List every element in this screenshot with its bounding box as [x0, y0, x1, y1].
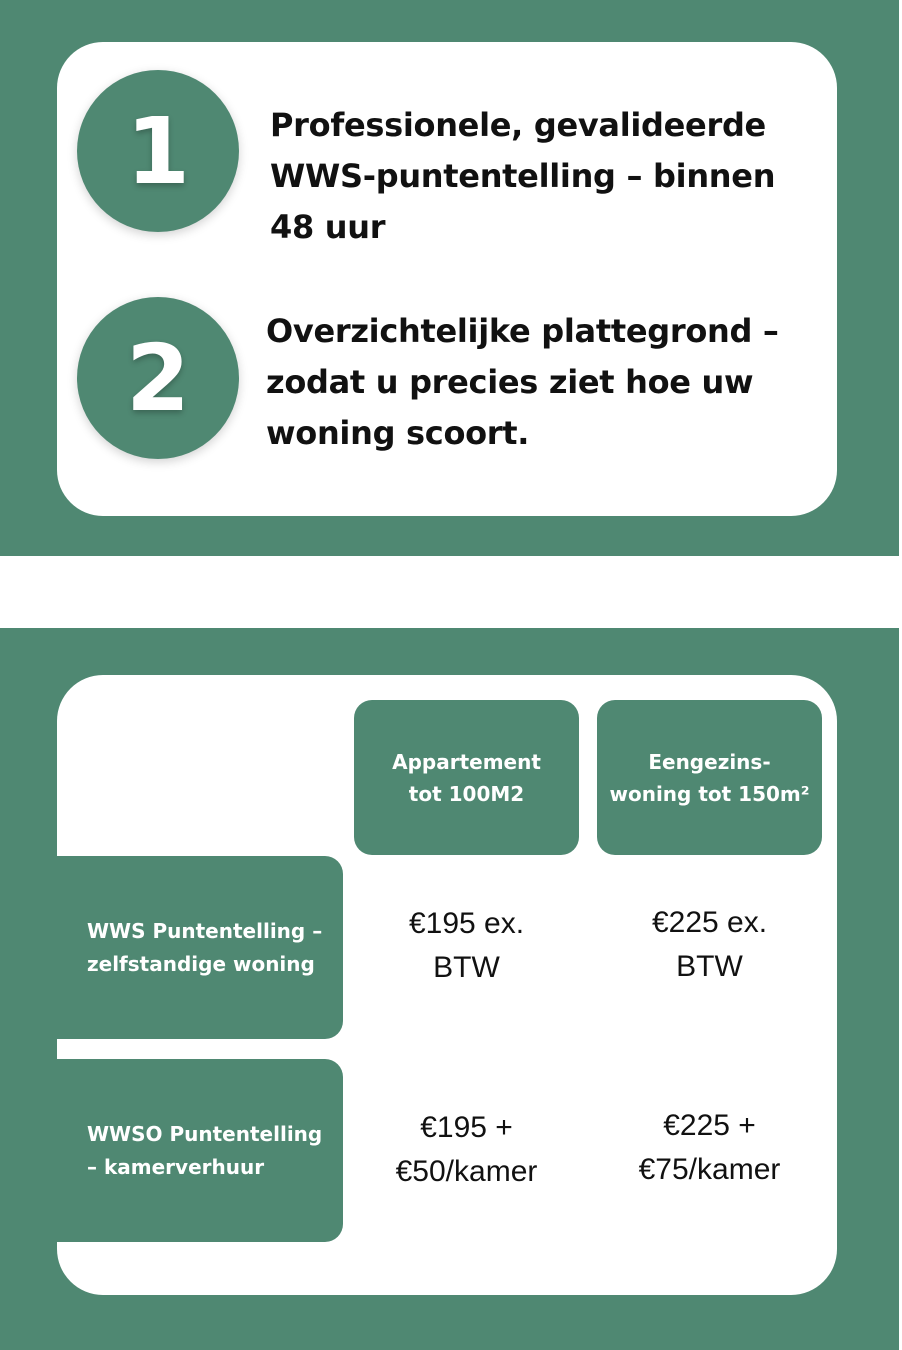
step-1-line: 48 uur	[270, 208, 386, 246]
price-line: BTW	[433, 951, 500, 984]
pricing-table	[57, 675, 837, 1295]
step-1-line: Professionele, gevalideerde	[270, 106, 766, 144]
price-line: €50/kamer	[395, 1155, 538, 1188]
step-1-description	[270, 100, 790, 253]
row-header-wwso	[57, 1059, 343, 1242]
step-1-line: WWS-puntentelling – binnen	[270, 157, 776, 195]
step-1-number-badge: 1	[77, 70, 239, 232]
step-2-line: woning scoort.	[266, 414, 530, 452]
price-line: €225 ex.	[651, 906, 768, 939]
features-section	[0, 0, 899, 556]
row-header-line: – kamerverhuur	[87, 1154, 265, 1179]
row-header-line: WWSO Puntentelling	[87, 1121, 323, 1146]
column-header-line: woning tot 150m²	[609, 781, 810, 806]
row-header-line: WWS Puntentelling –	[87, 918, 323, 943]
step-2-description	[266, 306, 806, 459]
price-line: €195 ex.	[408, 907, 525, 940]
price-cell-wws-house	[597, 901, 822, 989]
price-cell-wwso-apartment	[354, 1106, 579, 1194]
row-header-line: zelfstandige woning	[87, 951, 315, 976]
step-2-line: zodat u precies ziet hoe uw	[266, 363, 754, 401]
features-card	[57, 42, 837, 516]
price-line: BTW	[676, 950, 743, 983]
row-header-wws	[57, 856, 343, 1039]
step-2-number-badge: 2	[77, 297, 239, 459]
pricing-section	[0, 628, 899, 1350]
column-header-line: Appartement	[392, 749, 541, 774]
price-line: €75/kamer	[638, 1153, 781, 1186]
column-header-line: tot 100M2	[408, 781, 525, 806]
column-header-house	[597, 700, 822, 855]
price-line: €225 +	[663, 1109, 756, 1142]
price-cell-wws-apartment	[354, 902, 579, 990]
price-line: €195 +	[420, 1111, 513, 1144]
column-header-line: Eengezins-	[648, 749, 771, 774]
column-header-apartment	[354, 700, 579, 855]
price-cell-wwso-house	[597, 1104, 822, 1192]
step-2-line: Overzichtelijke plattegrond –	[266, 312, 779, 350]
